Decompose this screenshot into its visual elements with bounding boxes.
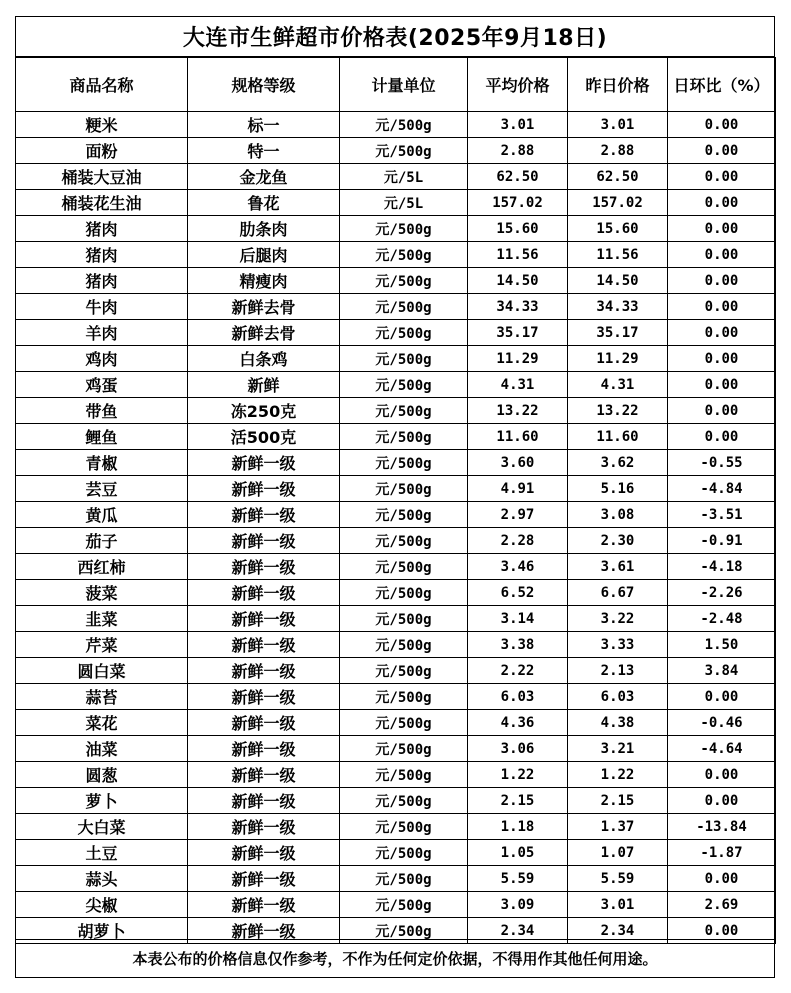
unit-cell: 元/500g [340, 606, 468, 632]
item-name-cell: 猪肉 [16, 268, 188, 294]
average-price-cell: 4.36 [468, 710, 568, 736]
grade-cell: 肋条肉 [188, 216, 340, 242]
unit-cell: 元/500g [340, 112, 468, 138]
unit-cell: 元/500g [340, 528, 468, 554]
daily-change-cell: 0.00 [668, 424, 776, 450]
item-name-cell: 油菜 [16, 736, 188, 762]
unit-cell: 元/500g [340, 294, 468, 320]
average-price-cell: 13.22 [468, 398, 568, 424]
table-row [16, 684, 776, 710]
grade-cell: 新鲜一级 [188, 502, 340, 528]
item-name-cell: 蒜苔 [16, 684, 188, 710]
table-row [16, 372, 776, 398]
daily-change-cell: 0.00 [668, 294, 776, 320]
table-row [16, 138, 776, 164]
table-row [16, 710, 776, 736]
table-row [16, 242, 776, 268]
daily-change-cell: 0.00 [668, 138, 776, 164]
grade-cell: 新鲜一级 [188, 684, 340, 710]
previous-price-cell: 34.33 [568, 294, 668, 320]
unit-cell: 元/5L [340, 190, 468, 216]
grade-cell: 新鲜一级 [188, 788, 340, 814]
unit-cell: 元/500g [340, 424, 468, 450]
daily-change-cell: 0.00 [668, 242, 776, 268]
table-row [16, 788, 776, 814]
unit-cell: 元/500g [340, 450, 468, 476]
item-name-cell: 胡萝卜 [16, 918, 188, 944]
daily-change-cell: 0.00 [668, 190, 776, 216]
previous-price-cell: 157.02 [568, 190, 668, 216]
average-price-cell: 157.02 [468, 190, 568, 216]
table-body [16, 112, 776, 944]
daily-change-cell: 0.00 [668, 762, 776, 788]
grade-cell: 新鲜一级 [188, 554, 340, 580]
item-name-cell: 萝卜 [16, 788, 188, 814]
unit-cell: 元/500g [340, 320, 468, 346]
column-header-name: 商品名称 [16, 58, 188, 112]
unit-cell: 元/500g [340, 372, 468, 398]
previous-price-cell: 2.88 [568, 138, 668, 164]
daily-change-cell: -4.64 [668, 736, 776, 762]
table-row [16, 892, 776, 918]
grade-cell: 新鲜一级 [188, 710, 340, 736]
grade-cell: 新鲜一级 [188, 476, 340, 502]
grade-cell: 新鲜一级 [188, 450, 340, 476]
previous-price-cell: 2.34 [568, 918, 668, 944]
column-header-unit: 计量单位 [340, 58, 468, 112]
previous-price-cell: 4.38 [568, 710, 668, 736]
grade-cell: 新鲜去骨 [188, 294, 340, 320]
unit-cell: 元/500g [340, 268, 468, 294]
item-name-cell: 牛肉 [16, 294, 188, 320]
item-name-cell: 羊肉 [16, 320, 188, 346]
daily-change-cell: 3.84 [668, 658, 776, 684]
daily-change-cell: 0.00 [668, 320, 776, 346]
unit-cell: 元/500g [340, 216, 468, 242]
item-name-cell: 黄瓜 [16, 502, 188, 528]
table-row [16, 346, 776, 372]
item-name-cell: 蒜头 [16, 866, 188, 892]
average-price-cell: 6.52 [468, 580, 568, 606]
unit-cell: 元/500g [340, 398, 468, 424]
unit-cell: 元/500g [340, 502, 468, 528]
price-sheet [15, 16, 775, 978]
daily-change-cell: 0.00 [668, 346, 776, 372]
previous-price-cell: 14.50 [568, 268, 668, 294]
table-row [16, 554, 776, 580]
table-row [16, 190, 776, 216]
item-name-cell: 面粉 [16, 138, 188, 164]
average-price-cell: 15.60 [468, 216, 568, 242]
previous-price-cell: 15.60 [568, 216, 668, 242]
previous-price-cell: 35.17 [568, 320, 668, 346]
table-row [16, 866, 776, 892]
previous-price-cell: 13.22 [568, 398, 668, 424]
daily-change-cell: 0.00 [668, 398, 776, 424]
average-price-cell: 6.03 [468, 684, 568, 710]
grade-cell: 新鲜 [188, 372, 340, 398]
grade-cell: 精瘦肉 [188, 268, 340, 294]
average-price-cell: 1.22 [468, 762, 568, 788]
previous-price-cell: 3.62 [568, 450, 668, 476]
grade-cell: 标一 [188, 112, 340, 138]
average-price-cell: 2.28 [468, 528, 568, 554]
daily-change-cell: 0.00 [668, 918, 776, 944]
grade-cell: 新鲜一级 [188, 632, 340, 658]
disclaimer-note: 本表公布的价格信息仅作参考，不作为任何定价依据，不得用作其他任何用途。 [16, 939, 774, 977]
table-row [16, 736, 776, 762]
column-header-previous-price: 昨日价格 [568, 58, 668, 112]
item-name-cell: 尖椒 [16, 892, 188, 918]
average-price-cell: 11.56 [468, 242, 568, 268]
average-price-cell: 3.06 [468, 736, 568, 762]
previous-price-cell: 3.08 [568, 502, 668, 528]
table-row [16, 398, 776, 424]
daily-change-cell: -13.84 [668, 814, 776, 840]
average-price-cell: 5.59 [468, 866, 568, 892]
average-price-cell: 4.91 [468, 476, 568, 502]
grade-cell: 新鲜一级 [188, 918, 340, 944]
average-price-cell: 3.38 [468, 632, 568, 658]
average-price-cell: 2.22 [468, 658, 568, 684]
grade-cell: 新鲜一级 [188, 892, 340, 918]
unit-cell: 元/500g [340, 242, 468, 268]
table-row [16, 632, 776, 658]
item-name-cell: 桶装大豆油 [16, 164, 188, 190]
previous-price-cell: 5.59 [568, 866, 668, 892]
daily-change-cell: -0.55 [668, 450, 776, 476]
grade-cell: 新鲜一级 [188, 606, 340, 632]
item-name-cell: 鸡肉 [16, 346, 188, 372]
grade-cell: 鲁花 [188, 190, 340, 216]
previous-price-cell: 2.15 [568, 788, 668, 814]
previous-price-cell: 11.56 [568, 242, 668, 268]
item-name-cell: 菜花 [16, 710, 188, 736]
item-name-cell: 菠菜 [16, 580, 188, 606]
item-name-cell: 芹菜 [16, 632, 188, 658]
average-price-cell: 1.18 [468, 814, 568, 840]
sheet-title: 大连市生鲜超市价格表(2025年9月18日) [16, 17, 774, 57]
item-name-cell: 猪肉 [16, 242, 188, 268]
previous-price-cell: 11.60 [568, 424, 668, 450]
item-name-cell: 猪肉 [16, 216, 188, 242]
daily-change-cell: 0.00 [668, 866, 776, 892]
daily-change-cell: 0.00 [668, 216, 776, 242]
grade-cell: 新鲜去骨 [188, 320, 340, 346]
grade-cell: 新鲜一级 [188, 762, 340, 788]
daily-change-cell: 0.00 [668, 112, 776, 138]
daily-change-cell: 1.50 [668, 632, 776, 658]
unit-cell: 元/500g [340, 918, 468, 944]
unit-cell: 元/500g [340, 866, 468, 892]
average-price-cell: 14.50 [468, 268, 568, 294]
grade-cell: 白条鸡 [188, 346, 340, 372]
previous-price-cell: 6.03 [568, 684, 668, 710]
previous-price-cell: 2.30 [568, 528, 668, 554]
average-price-cell: 2.97 [468, 502, 568, 528]
unit-cell: 元/500g [340, 554, 468, 580]
previous-price-cell: 3.21 [568, 736, 668, 762]
table-row [16, 268, 776, 294]
price-table [15, 57, 776, 944]
daily-change-cell: 0.00 [668, 788, 776, 814]
grade-cell: 金龙鱼 [188, 164, 340, 190]
grade-cell: 新鲜一级 [188, 840, 340, 866]
daily-change-cell: -0.91 [668, 528, 776, 554]
item-name-cell: 粳米 [16, 112, 188, 138]
previous-price-cell: 3.01 [568, 892, 668, 918]
daily-change-cell: -0.46 [668, 710, 776, 736]
table-row [16, 450, 776, 476]
table-row [16, 580, 776, 606]
item-name-cell: 土豆 [16, 840, 188, 866]
previous-price-cell: 4.31 [568, 372, 668, 398]
daily-change-cell: -2.26 [668, 580, 776, 606]
table-row [16, 762, 776, 788]
grade-cell: 新鲜一级 [188, 528, 340, 554]
item-name-cell: 鲤鱼 [16, 424, 188, 450]
unit-cell: 元/500g [340, 788, 468, 814]
grade-cell: 活500克 [188, 424, 340, 450]
item-name-cell: 圆白菜 [16, 658, 188, 684]
item-name-cell: 茄子 [16, 528, 188, 554]
unit-cell: 元/500g [340, 840, 468, 866]
daily-change-cell: -1.87 [668, 840, 776, 866]
item-name-cell: 圆葱 [16, 762, 188, 788]
table-row [16, 216, 776, 242]
unit-cell: 元/500g [340, 736, 468, 762]
previous-price-cell: 11.29 [568, 346, 668, 372]
column-header-average-price: 平均价格 [468, 58, 568, 112]
table-row [16, 424, 776, 450]
column-header-daily-change: 日环比（%） [668, 58, 776, 112]
item-name-cell: 芸豆 [16, 476, 188, 502]
grade-cell: 特一 [188, 138, 340, 164]
item-name-cell: 桶装花生油 [16, 190, 188, 216]
item-name-cell: 带鱼 [16, 398, 188, 424]
daily-change-cell: 0.00 [668, 684, 776, 710]
unit-cell: 元/500g [340, 814, 468, 840]
unit-cell: 元/500g [340, 892, 468, 918]
daily-change-cell: 0.00 [668, 372, 776, 398]
average-price-cell: 2.34 [468, 918, 568, 944]
previous-price-cell: 6.67 [568, 580, 668, 606]
average-price-cell: 3.46 [468, 554, 568, 580]
daily-change-cell: -3.51 [668, 502, 776, 528]
daily-change-cell: 0.00 [668, 164, 776, 190]
column-header-grade: 规格等级 [188, 58, 340, 112]
average-price-cell: 34.33 [468, 294, 568, 320]
previous-price-cell: 1.37 [568, 814, 668, 840]
previous-price-cell: 2.13 [568, 658, 668, 684]
unit-cell: 元/500g [340, 710, 468, 736]
unit-cell: 元/500g [340, 346, 468, 372]
average-price-cell: 35.17 [468, 320, 568, 346]
previous-price-cell: 3.33 [568, 632, 668, 658]
unit-cell: 元/500g [340, 658, 468, 684]
table-row [16, 164, 776, 190]
average-price-cell: 11.60 [468, 424, 568, 450]
average-price-cell: 3.60 [468, 450, 568, 476]
daily-change-cell: 2.69 [668, 892, 776, 918]
item-name-cell: 鸡蛋 [16, 372, 188, 398]
grade-cell: 新鲜一级 [188, 736, 340, 762]
table-row [16, 840, 776, 866]
daily-change-cell: -4.18 [668, 554, 776, 580]
previous-price-cell: 3.01 [568, 112, 668, 138]
daily-change-cell: -2.48 [668, 606, 776, 632]
table-row [16, 606, 776, 632]
previous-price-cell: 62.50 [568, 164, 668, 190]
grade-cell: 新鲜一级 [188, 866, 340, 892]
grade-cell: 新鲜一级 [188, 580, 340, 606]
grade-cell: 冻250克 [188, 398, 340, 424]
grade-cell: 新鲜一级 [188, 658, 340, 684]
average-price-cell: 3.09 [468, 892, 568, 918]
unit-cell: 元/500g [340, 762, 468, 788]
average-price-cell: 62.50 [468, 164, 568, 190]
unit-cell: 元/500g [340, 632, 468, 658]
grade-cell: 后腿肉 [188, 242, 340, 268]
previous-price-cell: 5.16 [568, 476, 668, 502]
average-price-cell: 3.14 [468, 606, 568, 632]
unit-cell: 元/500g [340, 684, 468, 710]
item-name-cell: 韭菜 [16, 606, 188, 632]
average-price-cell: 2.88 [468, 138, 568, 164]
previous-price-cell: 1.07 [568, 840, 668, 866]
table-row [16, 658, 776, 684]
table-row [16, 476, 776, 502]
unit-cell: 元/500g [340, 476, 468, 502]
item-name-cell: 青椒 [16, 450, 188, 476]
daily-change-cell: 0.00 [668, 268, 776, 294]
average-price-cell: 3.01 [468, 112, 568, 138]
table-row [16, 320, 776, 346]
unit-cell: 元/500g [340, 138, 468, 164]
average-price-cell: 1.05 [468, 840, 568, 866]
item-name-cell: 大白菜 [16, 814, 188, 840]
average-price-cell: 4.31 [468, 372, 568, 398]
unit-cell: 元/500g [340, 580, 468, 606]
table-row [16, 112, 776, 138]
table-row [16, 814, 776, 840]
unit-cell: 元/5L [340, 164, 468, 190]
previous-price-cell: 1.22 [568, 762, 668, 788]
table-row [16, 294, 776, 320]
previous-price-cell: 3.22 [568, 606, 668, 632]
average-price-cell: 2.15 [468, 788, 568, 814]
table-header-row [16, 58, 776, 112]
average-price-cell: 11.29 [468, 346, 568, 372]
item-name-cell: 西红柿 [16, 554, 188, 580]
grade-cell: 新鲜一级 [188, 814, 340, 840]
daily-change-cell: -4.84 [668, 476, 776, 502]
previous-price-cell: 3.61 [568, 554, 668, 580]
table-row [16, 528, 776, 554]
table-row [16, 502, 776, 528]
